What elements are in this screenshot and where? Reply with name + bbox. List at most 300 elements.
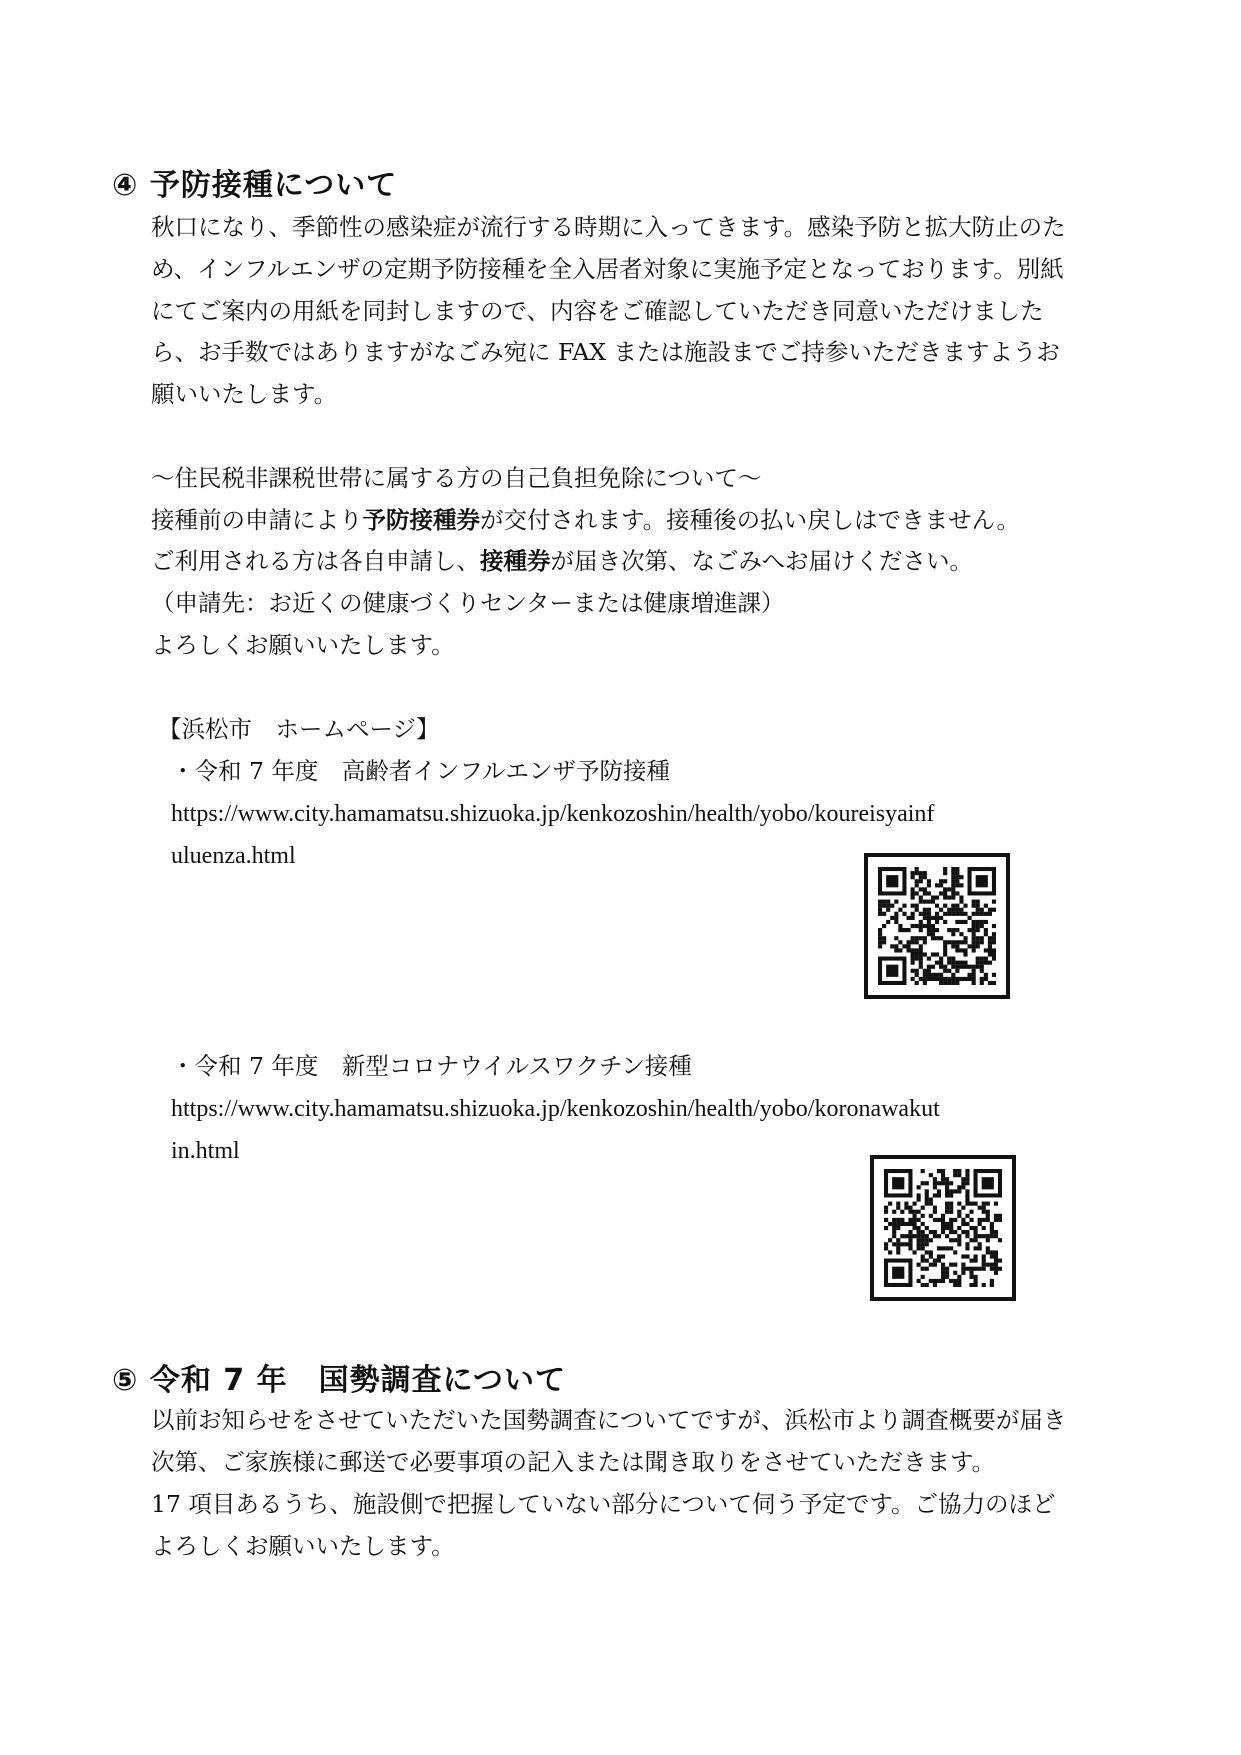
qr-module <box>929 1254 933 1258</box>
qr-code-influenza[interactable] <box>864 853 1010 999</box>
qr-module <box>917 1234 921 1238</box>
qr-module <box>988 912 992 916</box>
qr-module <box>947 981 951 985</box>
qr-module <box>919 879 923 883</box>
qr-module <box>890 944 894 948</box>
qr-module <box>917 1242 921 1246</box>
qr-module <box>955 908 959 912</box>
qr-module <box>965 1193 969 1197</box>
qr-module <box>939 879 943 883</box>
qr-module <box>915 904 919 908</box>
qr-module <box>951 904 955 908</box>
section4-paragraph-line: め、インフルエンザの定期予防接種を全入居者対象に実施予定となっております。別紙 <box>151 255 1064 283</box>
qr-module <box>972 932 976 936</box>
qr-module <box>968 977 972 981</box>
qr-module <box>911 936 915 940</box>
qr-module <box>927 908 931 912</box>
qr-module <box>976 904 980 908</box>
qr-module <box>908 1246 912 1250</box>
qr-module <box>878 936 882 940</box>
qr-module <box>949 1206 953 1210</box>
qr-module <box>894 936 898 940</box>
qr-module <box>972 900 976 904</box>
qr-module <box>992 932 996 936</box>
section5-paragraph-line: 以前お知らせをさせていただいた国勢調査についてですが、浜松市より調査概要が届き <box>151 1406 1067 1434</box>
url-influenza-line-2[interactable]: uluenza.html <box>171 843 296 869</box>
qr-module <box>990 1250 994 1254</box>
qr-module <box>949 1202 953 1206</box>
qr-module <box>976 875 988 887</box>
qr-module <box>921 1242 925 1246</box>
qr-module <box>963 904 967 908</box>
qr-module <box>878 904 882 908</box>
qr-module <box>976 900 980 904</box>
qr-module <box>953 1218 957 1222</box>
qr-module <box>925 1283 929 1287</box>
qr-module <box>921 1234 925 1238</box>
qr-module <box>888 1222 892 1226</box>
qr-module <box>992 900 996 904</box>
qr-module <box>951 940 955 944</box>
qr-module <box>945 1234 949 1238</box>
qr-module <box>927 928 931 932</box>
qr-module <box>982 1206 986 1210</box>
qr-module <box>972 904 976 908</box>
qr-module <box>990 1222 994 1226</box>
qr-module <box>917 1193 921 1197</box>
qr-module <box>992 924 996 928</box>
qr-module <box>994 1234 998 1238</box>
qr-module <box>949 1210 953 1214</box>
qr-module <box>911 977 915 981</box>
qr-module <box>882 940 886 944</box>
qr-module <box>927 879 931 883</box>
qr-module <box>965 1181 969 1185</box>
qr-module <box>878 908 882 912</box>
qr-module <box>925 1226 929 1230</box>
qr-module <box>892 1234 896 1238</box>
qr-module <box>984 920 988 924</box>
qr-module <box>943 920 947 924</box>
qr-module <box>961 1263 965 1267</box>
qr-module <box>906 940 910 944</box>
qr-module <box>919 961 923 965</box>
qr-module <box>949 1246 953 1250</box>
qr-module <box>904 1206 908 1210</box>
qr-module <box>941 1173 945 1177</box>
qr-module <box>884 1218 888 1222</box>
qr-module <box>980 957 984 961</box>
url-influenza-line-1[interactable]: https://www.city.hamamatsu.shizuoka.jp/kenkozoshin/health/yobo/koureisyainf <box>171 801 935 827</box>
qr-module <box>933 1181 937 1185</box>
qr-module <box>941 1214 945 1218</box>
qr-module <box>961 1267 965 1271</box>
qr-module <box>911 940 915 944</box>
qr-module <box>939 936 943 940</box>
qr-module <box>980 961 984 965</box>
qr-module <box>959 900 963 904</box>
qr-module <box>935 916 939 920</box>
qr-module <box>906 916 910 920</box>
qr-module <box>951 965 955 969</box>
qr-module <box>986 1238 990 1242</box>
qr-module <box>908 1218 912 1222</box>
qr-module <box>992 908 996 912</box>
qr-module <box>961 1181 965 1185</box>
qr-module <box>915 936 919 940</box>
qr-module <box>919 952 923 956</box>
qr-module <box>965 1169 969 1173</box>
qr-module <box>933 1193 937 1197</box>
exemption-line-1-post: が交付されます。接種後の払い戻しはできません。 <box>480 506 1021 534</box>
qr-module <box>957 1242 961 1246</box>
qr-module <box>957 1214 961 1218</box>
qr-module <box>884 1246 888 1250</box>
section4-paragraph-line: 願いいたします。 <box>151 380 338 408</box>
qr-module <box>919 912 923 916</box>
qr-module <box>929 1250 933 1254</box>
qr-module <box>943 871 947 875</box>
qr-module <box>980 965 984 969</box>
qr-module <box>882 904 886 908</box>
qr-module <box>886 875 898 887</box>
url-covid-line-1[interactable]: https://www.city.hamamatsu.shizuoka.jp/kenkozoshin/health/yobo/koronawakut <box>171 1096 940 1122</box>
qr-module <box>943 940 947 944</box>
qr-module <box>943 867 947 871</box>
qr-module <box>894 920 898 924</box>
qr-module <box>921 1181 925 1185</box>
qr-module <box>898 908 902 912</box>
qr-module <box>994 1218 998 1222</box>
qr-module <box>896 1222 900 1226</box>
qr-module <box>945 1193 949 1197</box>
qr-module <box>943 948 947 952</box>
qr-module <box>974 1267 978 1271</box>
qr-module <box>886 904 890 908</box>
qr-module <box>984 977 988 981</box>
qr-module <box>915 973 919 977</box>
qr-module <box>911 871 915 875</box>
qr-module <box>990 1254 994 1258</box>
qr-module <box>878 912 882 916</box>
qr-module <box>982 1254 986 1258</box>
qr-module <box>937 1254 941 1258</box>
qr-module <box>990 1283 994 1287</box>
qr-module <box>929 1238 933 1242</box>
qr-module <box>908 1222 912 1226</box>
qr-module <box>965 1242 969 1246</box>
qr-module <box>919 957 923 961</box>
qr-module <box>912 1210 916 1214</box>
qr-module <box>941 1254 945 1258</box>
qr-module <box>882 924 886 928</box>
qr-module <box>911 961 915 965</box>
qr-module <box>955 871 959 875</box>
qr-module <box>890 916 894 920</box>
qr-module <box>972 981 976 985</box>
qr-module <box>949 1279 953 1283</box>
qr-module <box>943 952 947 956</box>
qr-module <box>978 1267 982 1271</box>
qr-module <box>911 904 915 908</box>
qr-module <box>890 904 894 908</box>
qr-module <box>984 957 988 961</box>
qr-module <box>988 936 992 940</box>
qr-module <box>937 1234 941 1238</box>
qr-module <box>896 1242 900 1246</box>
qr-module <box>900 1222 904 1226</box>
qr-module <box>921 1254 925 1258</box>
qr-module <box>921 1169 925 1173</box>
qr-module <box>925 1250 929 1254</box>
qr-module <box>947 887 951 891</box>
qr-module <box>955 940 959 944</box>
qr-module <box>937 1169 941 1173</box>
qr-module <box>925 1202 929 1206</box>
qr-module <box>923 981 927 985</box>
qr-module <box>886 900 890 904</box>
qr-module <box>886 965 898 977</box>
qr-module <box>969 1238 973 1242</box>
homepage-label: 【浜松市 ホームページ】 <box>158 715 440 743</box>
qr-module <box>943 887 947 891</box>
qr-module <box>919 871 923 875</box>
qr-module <box>939 916 943 920</box>
qr-module <box>888 1202 892 1206</box>
qr-module <box>963 912 967 916</box>
qr-module <box>912 1222 916 1226</box>
qr-module <box>933 1230 937 1234</box>
qr-module <box>941 1218 945 1222</box>
qr-module <box>915 891 919 895</box>
qr-module <box>927 965 931 969</box>
qr-module <box>939 961 943 965</box>
qr-module <box>972 977 976 981</box>
qr-module <box>994 1214 998 1218</box>
qr-module <box>917 1226 921 1230</box>
qr-module <box>892 1267 904 1279</box>
qr-module <box>953 1169 957 1173</box>
qr-module <box>957 1210 961 1214</box>
qr-module <box>955 883 959 887</box>
qr-module <box>951 875 955 879</box>
qr-module <box>941 1271 945 1275</box>
qr-module <box>915 908 919 912</box>
qr-module <box>945 1206 949 1210</box>
qr-module <box>935 977 939 981</box>
qr-module <box>933 1185 937 1189</box>
qr-module <box>935 904 939 908</box>
qr-module <box>923 973 927 977</box>
qr-module <box>896 1218 900 1222</box>
qr-module <box>925 1234 929 1238</box>
qr-module <box>925 1193 929 1197</box>
qr-module <box>980 908 984 912</box>
qr-module <box>957 1189 961 1193</box>
section5-paragraph-line: よろしくお願いいたします。 <box>151 1532 455 1560</box>
qr-module <box>911 895 915 899</box>
qr-module <box>917 1230 921 1234</box>
qr-module <box>982 1283 986 1287</box>
qr-module <box>994 1259 998 1263</box>
qr-module <box>957 1226 961 1230</box>
qr-module <box>923 871 927 875</box>
qr-module <box>921 1222 925 1226</box>
qr-module <box>974 1230 978 1234</box>
qr-module <box>931 965 935 969</box>
qr-module <box>957 1283 961 1287</box>
qr-module <box>988 944 992 948</box>
section5-paragraph-line: 17 項目あるうち、施設側で把握していない部分について伺う予定です。ご協力のほど <box>151 1490 1056 1518</box>
qr-module <box>915 879 919 883</box>
qr-module <box>976 908 980 912</box>
qr-module <box>955 969 959 973</box>
qr-module <box>961 1218 965 1222</box>
qr-module <box>947 957 951 961</box>
qr-module <box>882 912 886 916</box>
qr-module <box>951 961 955 965</box>
qr-module <box>921 1238 925 1242</box>
qr-module <box>945 1185 949 1189</box>
qr-module <box>917 1185 921 1189</box>
qr-module <box>982 1234 986 1238</box>
qr-module <box>957 1275 961 1279</box>
qr-module <box>943 912 947 916</box>
qr-module <box>947 977 951 981</box>
qr-module <box>961 1206 965 1210</box>
qr-module <box>943 965 947 969</box>
qr-module <box>994 1202 998 1206</box>
qr-module <box>927 891 931 895</box>
qr-module <box>990 1230 994 1234</box>
qr-module <box>992 981 996 985</box>
qr-module <box>908 1230 912 1234</box>
qr-module <box>955 977 959 981</box>
qr-module <box>931 932 935 936</box>
qr-module <box>919 977 923 981</box>
exemption-line-1 <box>151 506 1021 534</box>
qr-module <box>988 940 992 944</box>
qr-module <box>953 1279 957 1283</box>
qr-module <box>919 944 923 948</box>
qr-module <box>974 1226 978 1230</box>
qr-module <box>929 1202 933 1206</box>
qr-module <box>972 965 976 969</box>
qr-module <box>963 961 967 965</box>
qr-module <box>998 1259 1002 1263</box>
qr-module <box>961 1254 965 1258</box>
qr-module <box>892 1242 896 1246</box>
qr-module <box>963 920 967 924</box>
qr-module <box>959 912 963 916</box>
qr-module <box>921 1246 925 1250</box>
qr-module <box>955 912 959 916</box>
qr-module <box>986 1218 990 1222</box>
qr-module <box>931 924 935 928</box>
qr-module <box>933 1206 937 1210</box>
qr-module <box>976 912 980 916</box>
link-title-influenza: ・令和 7 年度 高齢者インフルエンザ予防接種 <box>171 757 670 785</box>
qr-module <box>947 912 951 916</box>
qr-module <box>959 920 963 924</box>
qr-module <box>945 1222 949 1226</box>
qr-module <box>976 928 980 932</box>
qr-module <box>921 1214 925 1218</box>
qr-module <box>961 1177 965 1181</box>
qr-module <box>923 891 927 895</box>
qr-module <box>941 1226 945 1230</box>
qr-module <box>969 1259 973 1263</box>
qr-module <box>955 867 959 871</box>
qr-module <box>915 871 919 875</box>
qr-module <box>947 940 951 944</box>
qr-module <box>941 1177 945 1181</box>
qr-module <box>990 1263 994 1267</box>
qr-module <box>943 981 947 985</box>
qr-module <box>976 961 980 965</box>
qr-module <box>943 904 947 908</box>
section5-paragraph-line: 次第、ご家族様に郵送で必要事項の記入または聞き取りをさせていただきます。 <box>151 1448 996 1476</box>
qr-code-covid[interactable] <box>870 1155 1016 1301</box>
qr-module <box>986 1250 990 1254</box>
qr-module <box>990 1279 994 1283</box>
qr-module <box>923 900 927 904</box>
qr-module <box>992 957 996 961</box>
qr-module <box>892 1226 896 1230</box>
qr-module <box>929 1263 933 1267</box>
qr-module <box>925 1242 929 1246</box>
qr-module <box>945 1271 949 1275</box>
qr-module <box>898 928 902 932</box>
qr-module <box>896 1226 900 1230</box>
qr-module <box>923 887 927 891</box>
qr-module <box>955 981 959 985</box>
qr-module <box>998 1238 1002 1242</box>
qr-module <box>959 965 963 969</box>
qr-pattern-influenza <box>878 867 996 985</box>
qr-module <box>904 1234 908 1238</box>
qr-module <box>900 1210 904 1214</box>
qr-module <box>965 1197 969 1201</box>
qr-module <box>933 1210 937 1214</box>
qr-module <box>929 1214 933 1218</box>
url-covid-line-2[interactable]: in.html <box>171 1138 240 1164</box>
qr-module <box>980 920 984 924</box>
qr-module <box>931 952 935 956</box>
qr-module <box>969 1202 973 1206</box>
qr-module <box>968 928 972 932</box>
qr-module <box>984 961 988 965</box>
qr-module <box>915 924 919 928</box>
qr-module <box>927 977 931 981</box>
qr-module <box>957 1202 961 1206</box>
qr-module <box>919 928 923 932</box>
qr-module <box>919 948 923 952</box>
qr-module <box>939 965 943 969</box>
qr-module <box>951 973 955 977</box>
qr-module <box>886 920 890 924</box>
qr-module <box>988 961 992 965</box>
qr-module <box>965 1173 969 1177</box>
qr-module <box>951 977 955 981</box>
qr-module <box>963 965 967 969</box>
qr-module <box>982 1218 986 1222</box>
qr-module <box>892 1222 896 1226</box>
qr-module <box>968 973 972 977</box>
qr-module <box>925 1267 929 1271</box>
qr-module <box>941 1279 945 1283</box>
qr-module <box>980 912 984 916</box>
